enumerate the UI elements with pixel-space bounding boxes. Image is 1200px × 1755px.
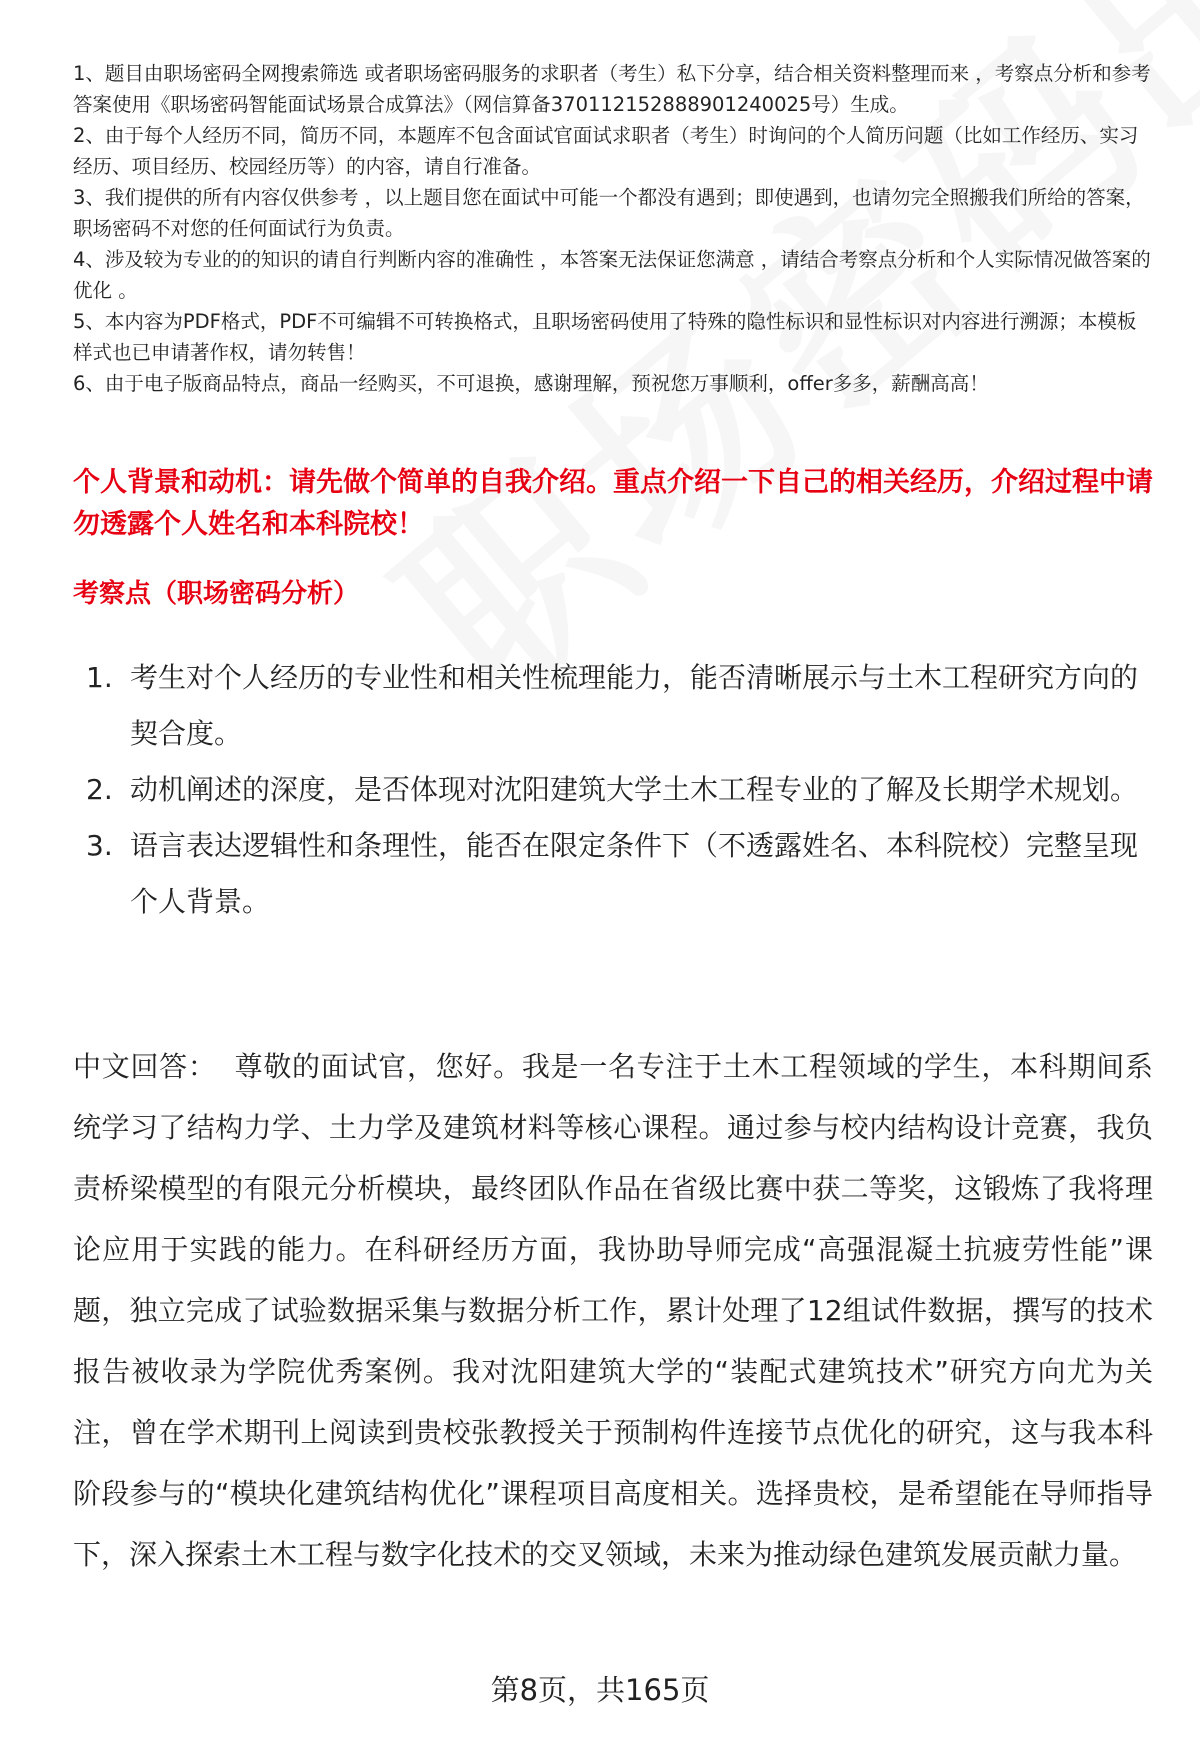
- key-points-title: 考察点（职场密码分析）: [73, 579, 360, 609]
- key-point-text: 语言表达逻辑性和条理性，能否在限定条件下（不透露姓名、本科院校）完整呈现个人背景。: [130, 829, 1139, 918]
- key-point-number: 2.: [86, 773, 113, 806]
- notice-list: [73, 58, 1153, 399]
- key-points-list: [73, 650, 1153, 930]
- key-point-number: 1.: [86, 661, 113, 694]
- interview-question: 个人背景和动机：请先做个简单的自我介绍。重点介绍一下自己的相关经历，介绍过程中请勿透露个人姓名和本科院校！: [73, 467, 1153, 540]
- key-point-text: 动机阐述的深度，是否体现对沈阳建筑大学土木工程专业的了解及长期学术规划。: [130, 773, 1139, 806]
- key-point-number: 3.: [86, 829, 113, 862]
- notice-item: 5、本内容为PDF格式，PDF不可编辑不可转换格式，且职场密码使用了特殊的隐性标识和显性标识对内容进行溯源；本模板样式也已申请著作权，请勿转售！: [73, 310, 1137, 364]
- key-point-item: [73, 818, 1153, 930]
- notice-item: 4、涉及较为专业的的知识的请自行判断内容的准确性 ，本答案无法保证您满意 ，请结合考察点分析和个人实际情况做答案的优化 。: [73, 248, 1151, 302]
- page-number: 第8页，共165页: [490, 1673, 710, 1707]
- answer-text: 尊敬的面试官，您好。我是一名专注于土木工程领域的学生，本科期间系统学习了结构力学、土力学及建筑材料等核心课程。通过参与校内结构设计竞赛，我负责桥梁模型的有限元分析模块，最终团队作品在省级比赛中获二等奖，这锻炼了我将理论应用于实践的能力。在科研经历方面，我协助导师完成“高强混凝土抗疲劳性能”课题，独立完成了试验数据采集与数据分析工作，累计处理了12组试件数据，撰写的技术报告被收录为学院优秀案例。我对沈阳建筑大学的“装配式建筑技术”研究方向尤为关注，曾在学术期刊上阅读到贵校张教授关于预制构件连接节点优化的研究，这与我本科阶段参与的“模块化建筑结构优化”课程项目高度相关。选择贵校，是希望能在导师指导下，深入探索土木工程与数字化技术的交叉领域，未来为推动绿色建筑发展贡献力量。: [73, 1050, 1153, 1571]
- key-point-item: [73, 650, 1153, 762]
- answer-paragraph: [73, 1036, 1153, 1585]
- notice-item: 3、我们提供的所有内容仅供参考 ，以上题目您在面试中可能一个都没有遇到；即使遇到，也请勿完全照搬我们所给的答案，职场密码不对您的任何面试行为负责。: [73, 186, 1145, 240]
- notice-item: 6、由于电子版商品特点，商品一经购买，不可退换，感谢理解，预祝您万事顺利，offer多多，薪酬高高！: [73, 372, 989, 395]
- key-point-text: 考生对个人经历的专业性和相关性梳理能力，能否清晰展示与土木工程研究方向的契合度。: [130, 661, 1139, 750]
- notice-item: 2、由于每个人经历不同，简历不同，本题库不包含面试官面试求职者（考生）时询问的个人简历问题（比如工作经历、实习经历、项目经历、校园经历等）的内容，请自行准备。: [73, 124, 1139, 178]
- key-point-item: [73, 762, 1153, 818]
- answer-label: 中文回答：: [73, 1050, 217, 1083]
- notice-item: 1、题目由职场密码全网搜索筛选 或者职场密码服务的求职者（考生）私下分享，结合相关资料整理而来 ，考察点分析和参考答案使用《职场密码智能面试场景合成算法》（网信算备370112152888901240025号）生成。: [73, 62, 1151, 116]
